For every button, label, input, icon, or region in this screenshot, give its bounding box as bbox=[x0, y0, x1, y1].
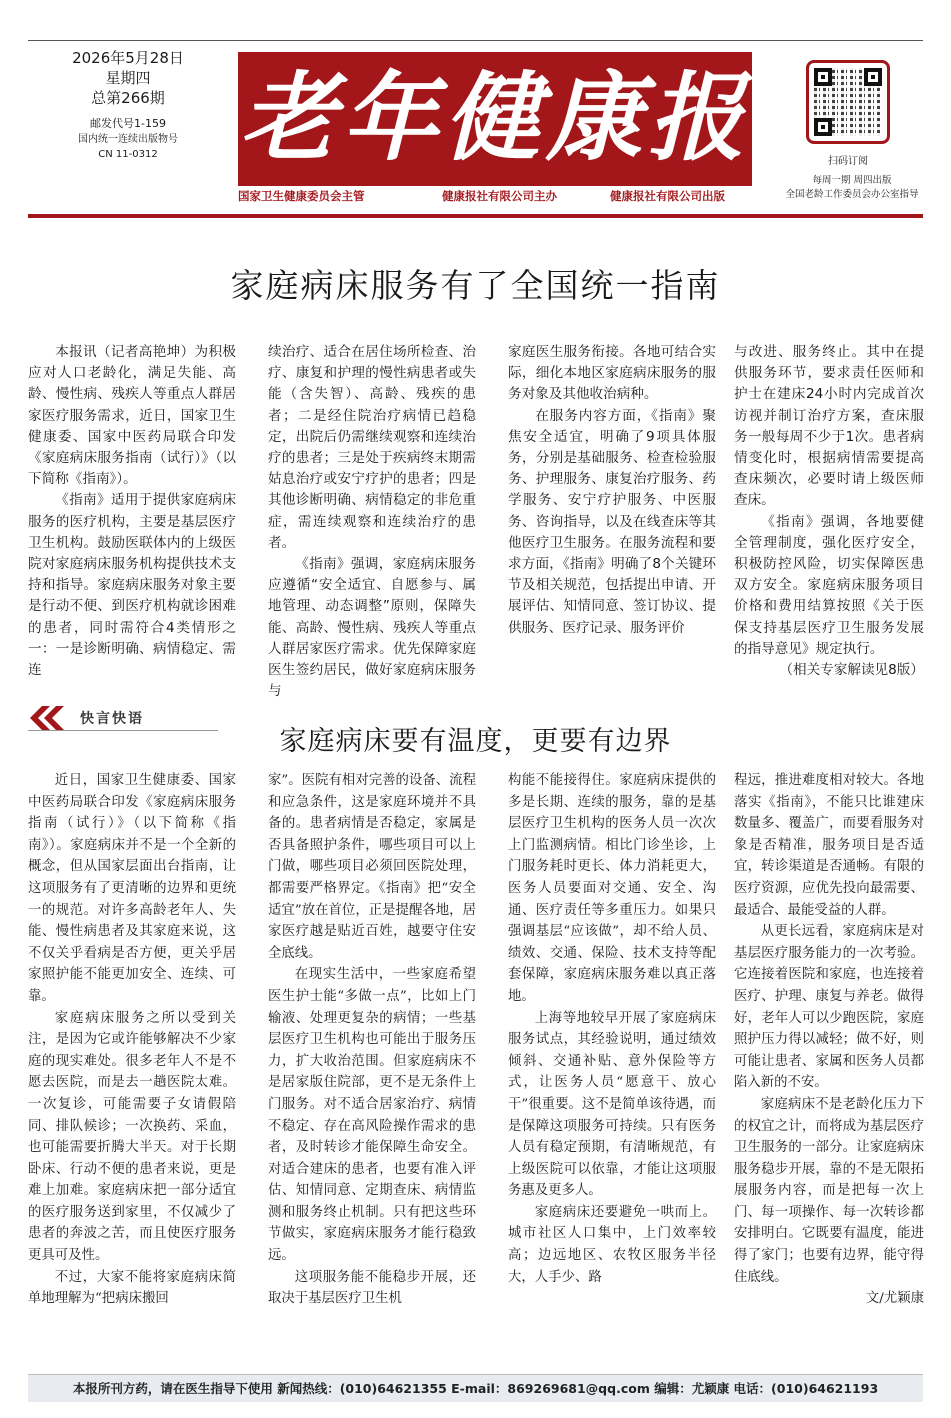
sponsor-line bbox=[238, 188, 752, 204]
article2-col2 bbox=[268, 770, 476, 1358]
paragraph: 家庭病床还要避免一哄而上。城市社区人口集中，上门效率较高；边远地区、农牧区服务半径大，人手少、路 bbox=[508, 1204, 716, 1285]
article2-headline: 家庭病床要有温度，更要有边界 bbox=[279, 726, 672, 757]
masthead-info bbox=[28, 48, 228, 162]
section-tag-label: 快言快语 bbox=[80, 711, 144, 727]
paragraph: 与改进、服务终止。其中在提供服务环节，要求责任医师和护士在建床24小时内完成首次访视并制订治疗方案，查床服务一般每周不少于1次。患者病情变化时，根据病情需要提高查床频次，必要时请上级医师查床。 bbox=[734, 344, 924, 509]
paragraph: 家庭病床服务之所以受到关注，是因为它或许能够解决不少家庭的现实难处。很多老年人不是不愿去医院，而是去一趟医院太难。一次复诊，可能需要子女请假陪同、排队候诊；一次换药、采血，也可能需要折腾大半天。对于长期卧床、行动不便的患者来说，更是难上加难。家庭病床把一部分适宜的医疗服务送到家里，不仅减少了患者的奔波之苦，而且使医疗服务更具可及性。 bbox=[28, 1010, 236, 1264]
footer-bar: 本报所刊方药，请在医生指导下使用 新闻热线：(010)64621355 E-mail：869269681@qq.com 编辑：尤颖康 电话：(010)64621193 bbox=[28, 1374, 923, 1402]
paragraph: 本报讯（记者高艳坤）为积极应对人口老龄化，满足失能、高龄、慢性病、残疾人等重点人群居家医疗服务需求，近日，国家卫生健康委、国家中医药局联合印发《家庭病床服务指南（试行）》（以下简称《指南》）。 bbox=[28, 344, 236, 488]
publish-frequency bbox=[772, 174, 932, 202]
cn-number: CN 11-0312 bbox=[98, 149, 158, 160]
paragraph: 近日，国家卫生健康委、国家中医药局联合印发《家庭病床服务指南（试行）》（以下简称《指南》）。家庭病床并不是一个全新的概念，但从国家层面出台指南，让这项服务有了更清晰的边界和更统一的规范。对许多高龄老年人、失能、慢性病患者及其家庭来说，这不仅关乎看病是否方便，更关乎居家照护能不能更加安全、连续、可靠。 bbox=[28, 773, 236, 1004]
paragraph: 家庭医生服务衔接。各地可结合实际，细化本地区家庭病床服务的服务对象及其他收治病种。 bbox=[508, 344, 716, 403]
qr-label: 扫码订阅 bbox=[828, 156, 868, 167]
related-note: （相关专家解读见8版） bbox=[779, 662, 924, 679]
paragraph: 家庭病床不是老龄化压力下的权宜之计，而将成为基层医疗卫生服务的一部分。让家庭病床服务稳步开展，靠的不是无限拓展服务内容，而是把每一次上门、每一项操作、每一次转诊都安排明白。它既要有温度，能进得了家门；也要有边界，能守得住底线。 bbox=[734, 1096, 924, 1285]
postal-code: 邮发代号1-159 bbox=[90, 117, 166, 130]
sponsor-supervisor: 国家卫生健康委员会主管 bbox=[238, 189, 365, 203]
byline: 文/尤颖康 bbox=[865, 1291, 924, 1307]
article1-col2 bbox=[268, 342, 476, 700]
article1-body bbox=[28, 342, 924, 700]
article2-col1 bbox=[28, 770, 236, 1358]
issue-weekday: 星期四 bbox=[105, 69, 151, 87]
paragraph: 续治疗、适合在居住场所检查、治疗、康复和护理的慢性病患者或失能（含失智）、高龄、残疾的患者；二是经住院治疗病情已趋稳定，出院后仍需继续观察和连续治疗的患者；三是处于疾病终末期需姑息治疗或安宁疗护的患者；四是其他诊断明确、病情稳定的非危重症，需连续观察和连续治疗的患者。 bbox=[268, 344, 476, 551]
qr-code-icon[interactable] bbox=[806, 60, 890, 144]
paragraph: 《指南》适用于提供家庭病床服务的医疗机构，主要是基层医疗卫生机构。鼓励医联体内的上级医院对家庭病床服务机构提供技术支持和指导。家庭病床服务对象主要是行动不便、到医疗机构就诊困难的患者，同时需符合4类情形之一：一是诊断明确、病情稳定、需连 bbox=[28, 492, 236, 679]
article1-headline: 家庭病床服务有了全国统一指南 bbox=[230, 266, 721, 305]
article1-col1 bbox=[28, 342, 236, 687]
guidance-text: 全国老龄工作委员会办公室指导 bbox=[785, 189, 919, 200]
masthead-divider bbox=[28, 214, 923, 218]
top-rule bbox=[28, 40, 923, 41]
frequency-text: 每周一期 周四出版 bbox=[812, 175, 892, 186]
article1-col4 bbox=[734, 342, 924, 687]
article2-col3 bbox=[508, 770, 716, 1358]
paragraph: 不过，大家不能将家庭病床简单地理解为“把病床搬回 bbox=[28, 1269, 236, 1307]
newspaper-title: 老年健康报 bbox=[240, 61, 750, 174]
paragraph: 从更长远看，家庭病床是对基层医疗服务能力的一次考验。它连接着医院和家庭，也连接着医疗、护理、康复与养老。做得好，老年人可以少跑医院，家庭照护压力得以减轻；做不好，则可能让患者、家属和医务人员都陷入新的不安。 bbox=[734, 924, 924, 1091]
paragraph: 上海等地较早开展了家庭病床服务试点，其经验说明，通过绩效倾斜、交通补贴、意外保险等方式，让医务人员“愿意干、放心干”很重要。这不是简单该待遇，而是保障这项服务可持续。只有医务人员有稳定预期，有清晰规范，有上级医院可以依靠，才能让这项服务惠及更多人。 bbox=[508, 1010, 716, 1199]
newspaper-title-banner bbox=[238, 52, 752, 186]
paragraph: 《指南》强调，各地要健全管理制度，强化医疗安全，积极防控风险，切实保障医患双方安全。家庭病床服务项目价格和费用结算按照《关于医保支持基层医疗卫生服务发展的指导意见》规定执行。 bbox=[734, 513, 924, 657]
paragraph: 《指南》强调，家庭病床服务应遵循“安全适宜、自愿参与、属地管理、动态调整”原则，保障失能、高龄、慢性病、残疾人等重点人群居家医疗需求。优先保障家庭医生签约居民，做好家庭病床服务与 bbox=[268, 556, 476, 700]
sponsor-host: 健康报社有限公司主办 bbox=[442, 189, 557, 203]
paragraph: 程远，推进难度相对较大。各地落实《指南》，不能只比谁建床数量多、覆盖广，而要看服务对象是否精准，服务项目是否适宜，转诊渠道是否通畅。有限的医疗资源，应优先投向最需要、最适合、最能受益的人群。 bbox=[734, 773, 924, 918]
serial-label: 国内统一连续出版物号 bbox=[78, 134, 178, 145]
issue-number: 总第266期 bbox=[91, 89, 165, 107]
paragraph: 构能不能接得住。家庭病床提供的多是长期、连续的服务，靠的是基层医疗卫生机构的医务人员一次次上门监测病情。相比门诊坐诊，上门服务耗时更长、体力消耗更大，医务人员要面对交通、安全、沟通、医疗责任等多重压力。如果只强调基层“应该做”，却不给人员、绩效、交通、保险、技术支持等配套保障，家庭病床服务难以真正落地。 bbox=[508, 773, 716, 1004]
article2-col4 bbox=[734, 770, 924, 1358]
article1-col3 bbox=[508, 342, 716, 687]
paragraph: 家”。医院有相对完善的设备、流程和应急条件，这是家庭环境并不具备的。患者病情是否稳定，家属是否具备照护条件，哪些项目可以上门做，哪些项目必须回医院处理，都需要严格界定。《指南》把“安全适宜”放在首位，正是提醒各地，居家医疗越是贴近百姓，越要守住安全底线。 bbox=[268, 773, 476, 961]
issue-date: 2026年5月28日 bbox=[72, 49, 184, 67]
paragraph: 在服务内容方面，《指南》聚焦安全适宜，明确了9项具体服务，分别是基础服务、检查检验服务、护理服务、康复治疗服务、药学服务、安宁疗护服务、中医服务、咨询指导，以及在线查床等其他医疗卫生服务。在服务流程和要求方面，《指南》明确了8个关键环节及相关规范，包括提出申请、开展评估、知情同意、签订协议、提供服务、医疗记录、服务评价 bbox=[508, 407, 716, 636]
sponsor-publisher: 健康报社有限公司出版 bbox=[610, 189, 725, 203]
article2-body bbox=[28, 770, 923, 1358]
paragraph: 这项服务能不能稳步开展，还取决于基层医疗卫生机 bbox=[268, 1269, 476, 1307]
paragraph: 在现实生活中，一些家庭希望医生护士能“多做一点”，比如上门输液、处理更复杂的病情；一些基层医疗卫生机构也可能出于服务压力，扩大收治范围。但家庭病床不是居家版住院部，更不是无条件上门服务。对不适合居家治疗、病情不稳定、存在高风险操作需求的患者，及时转诊才能保障生命安全。对适合建床的患者，也要有准入评估、知情同意、定期查床、病情监测和服务终止机制。只有把这些环节做实，家庭病床服务才能行稳致远。 bbox=[268, 967, 476, 1264]
